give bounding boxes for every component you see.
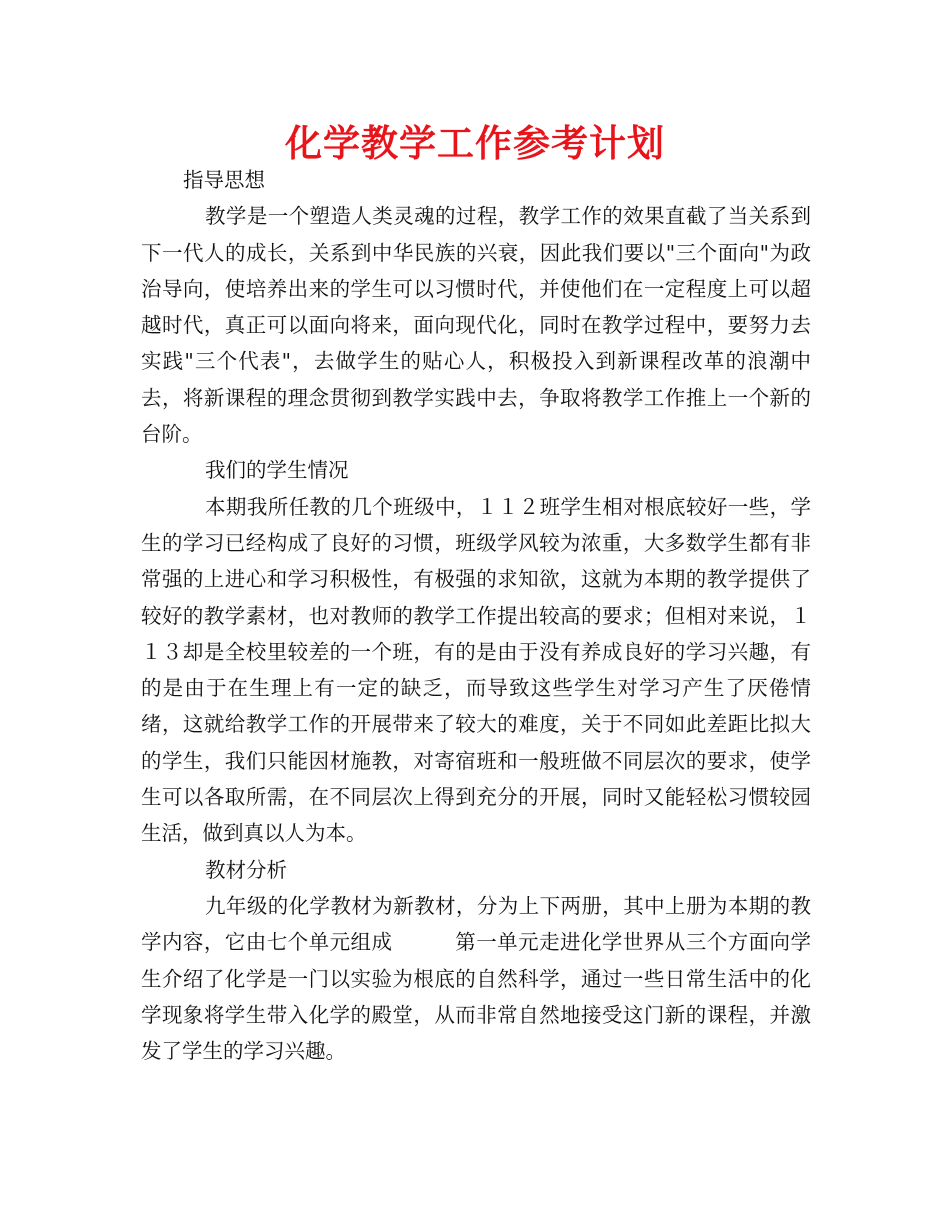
section-heading-textbook-analysis: 教材分析 [205, 857, 287, 882]
section-paragraph-guiding-thought: 教学是一个塑造人类灵魂的过程，教学工作的效果直截了当关系到下一代人的成长，关系到中华民族的兴衰，因此我们要以"三个面向"为政治导向，使培养出来的学生可以习惯时代，并使他们在一定程度上可以超越时代，真正可以面向将来，面向现代化，同时在教学过程中，要努力去实践"三个代表"，去做学生的贴心人，积极投入到新课程改革的浪潮中去，将新课程的理念贯彻到教学实践中去，争取将教学工作推上一个新的台阶。 [141, 204, 811, 447]
section-heading-student-situation: 我们的学生情况 [205, 458, 349, 483]
document-title: 化学教学工作参考计划 [285, 122, 665, 165]
section-heading-guiding-thought: 指导思想 [183, 168, 265, 192]
section-paragraph-student-situation: 本期我所任教的几个班级中，１１２班学生相对根底较好一些，学生的学习已经构成了良好的习惯，班级学风较为浓重，大多数学生都有非常强的上进心和学习积极性，有极强的求知欲，这就为本期的教学提供了较好的教学素材，也对教师的教学工作提出较高的要求；但相对来说，１１３却是全校里较差的一个班，有的是由于没有养成良好的学习兴趣，有的是由于在生理上有一定的缺乏，而导致这些学生对学习产生了厌倦情绪，这就给教学工作的开展带来了较大的难度，关于不同如此差距比拟大的学生，我们只能因材施教，对寄宿班和一般班做不同层次的要求，使学生可以各取所需，在不同层次上得到充分的开展，同时又能轻松习惯较园生活，做到真以人为本。 [141, 494, 811, 846]
document-body [141, 162, 811, 1069]
section-paragraph-textbook-analysis: 九年级的化学教材为新教材，分为上下两册，其中上册为本期的教学内容，它由七个单元组成 第一单元走进化学世界从三个方面向学生介绍了化学是一门以实验为根底的自然科学，通过一些日常生活中的化学现象将学生带入化学的殿堂，从而非常自然地接受这门新的课程，并激发了学生的学习兴趣。 [141, 893, 811, 1064]
